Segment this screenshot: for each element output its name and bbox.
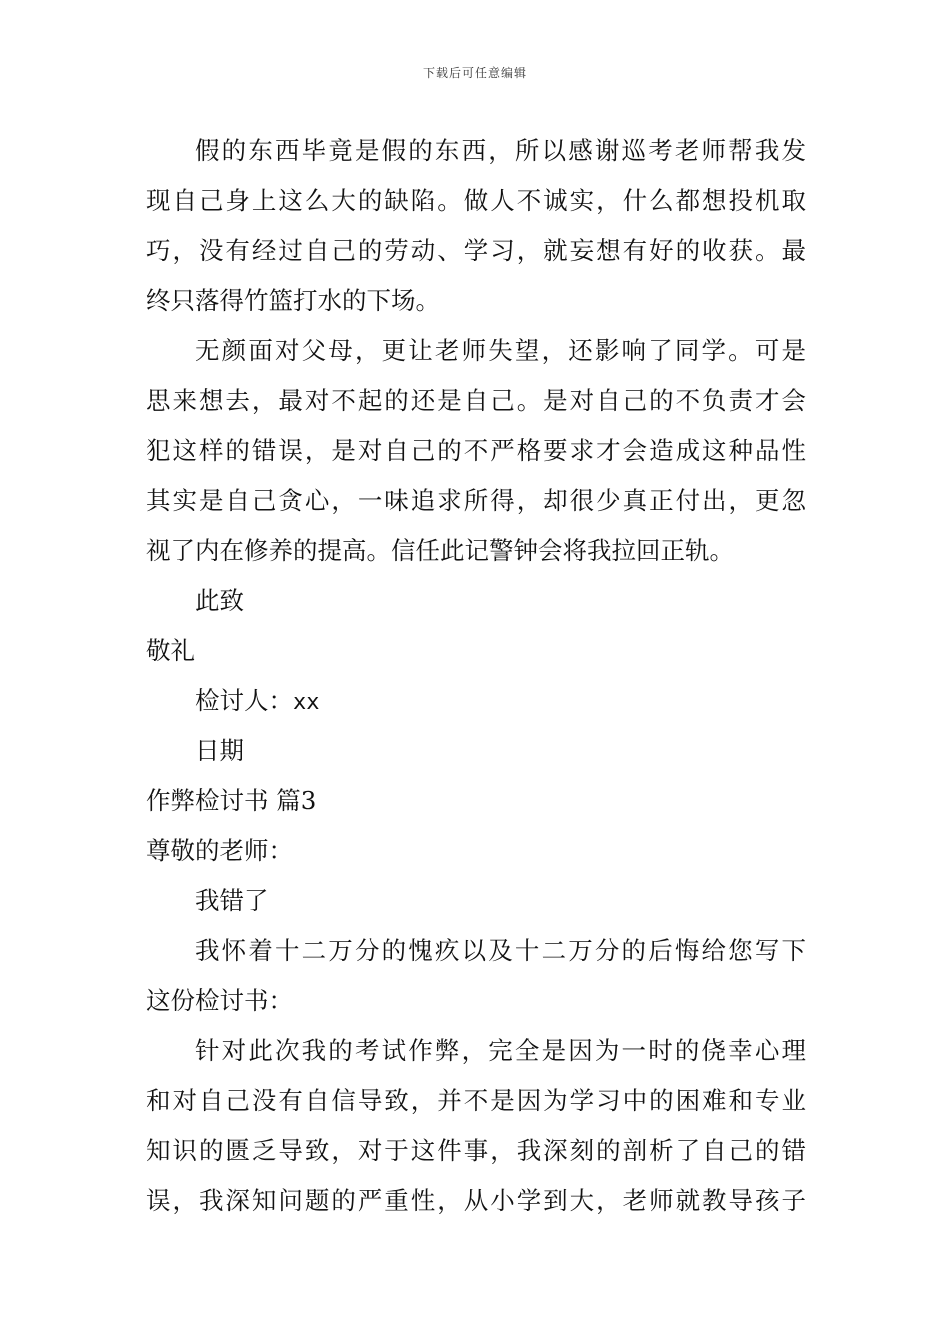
paragraph-line: 其实是自己贪心，一味追求所得，却很少真正付出，更忽	[146, 486, 806, 515]
paragraph-line: 巧，没有经过自己的劳动、学习，就妄想有好的收获。最	[146, 236, 806, 265]
signer-name: xx	[293, 690, 320, 715]
paragraph-line: 现自己身上这么大的缺陷。做人不诚实，什么都想投机取	[146, 186, 806, 215]
paragraph-line: 我怀着十二万分的愧疚以及十二万分的后悔给您写下	[195, 936, 806, 965]
paragraph-line: 针对此次我的考试作弊，完全是因为一时的侥幸心理	[195, 1036, 806, 1065]
paragraph-line: 思来想去，最对不起的还是自己。是对自己的不负责才会	[146, 386, 806, 415]
section-title: 作弊检讨书 篇3	[146, 786, 317, 815]
paragraph-line: 和对自己没有自信导致，并不是因为学习中的困难和专业	[146, 1086, 806, 1115]
signer-line	[146, 676, 806, 726]
paragraph-line: 我错了	[195, 886, 269, 915]
header-note: 下载后可任意编辑	[422, 66, 527, 80]
paragraph-line: 假的东西毕竟是假的东西，所以感谢巡考老师帮我发	[195, 136, 806, 165]
document-body	[146, 126, 806, 1226]
paragraph-line: 视了内在修养的提高。信任此记警钟会将我拉回正轨。	[146, 536, 734, 565]
signer-label: 检讨人：	[195, 686, 293, 715]
salutation: 尊敬的老师：	[146, 836, 293, 865]
paragraph-line: 无颜面对父母，更让老师失望，还影响了同学。可是	[195, 336, 806, 365]
closing-line: 敬礼	[146, 636, 195, 665]
paragraph-line: 犯这样的错误，是对自己的不严格要求才会造成这种品性	[146, 436, 806, 465]
paragraph-line: 知识的匮乏导致，对于这件事，我深刻的剖析了自己的错	[146, 1136, 806, 1165]
paragraph-line: 这份检讨书：	[146, 986, 293, 1015]
date-line: 日期	[195, 736, 244, 765]
closing-line: 此致	[195, 586, 244, 615]
paragraph-line: 终只落得竹篮打水的下场。	[146, 286, 440, 315]
paragraph-line: 误，我深知问题的严重性，从小学到大，老师就教导孩子	[146, 1186, 806, 1215]
